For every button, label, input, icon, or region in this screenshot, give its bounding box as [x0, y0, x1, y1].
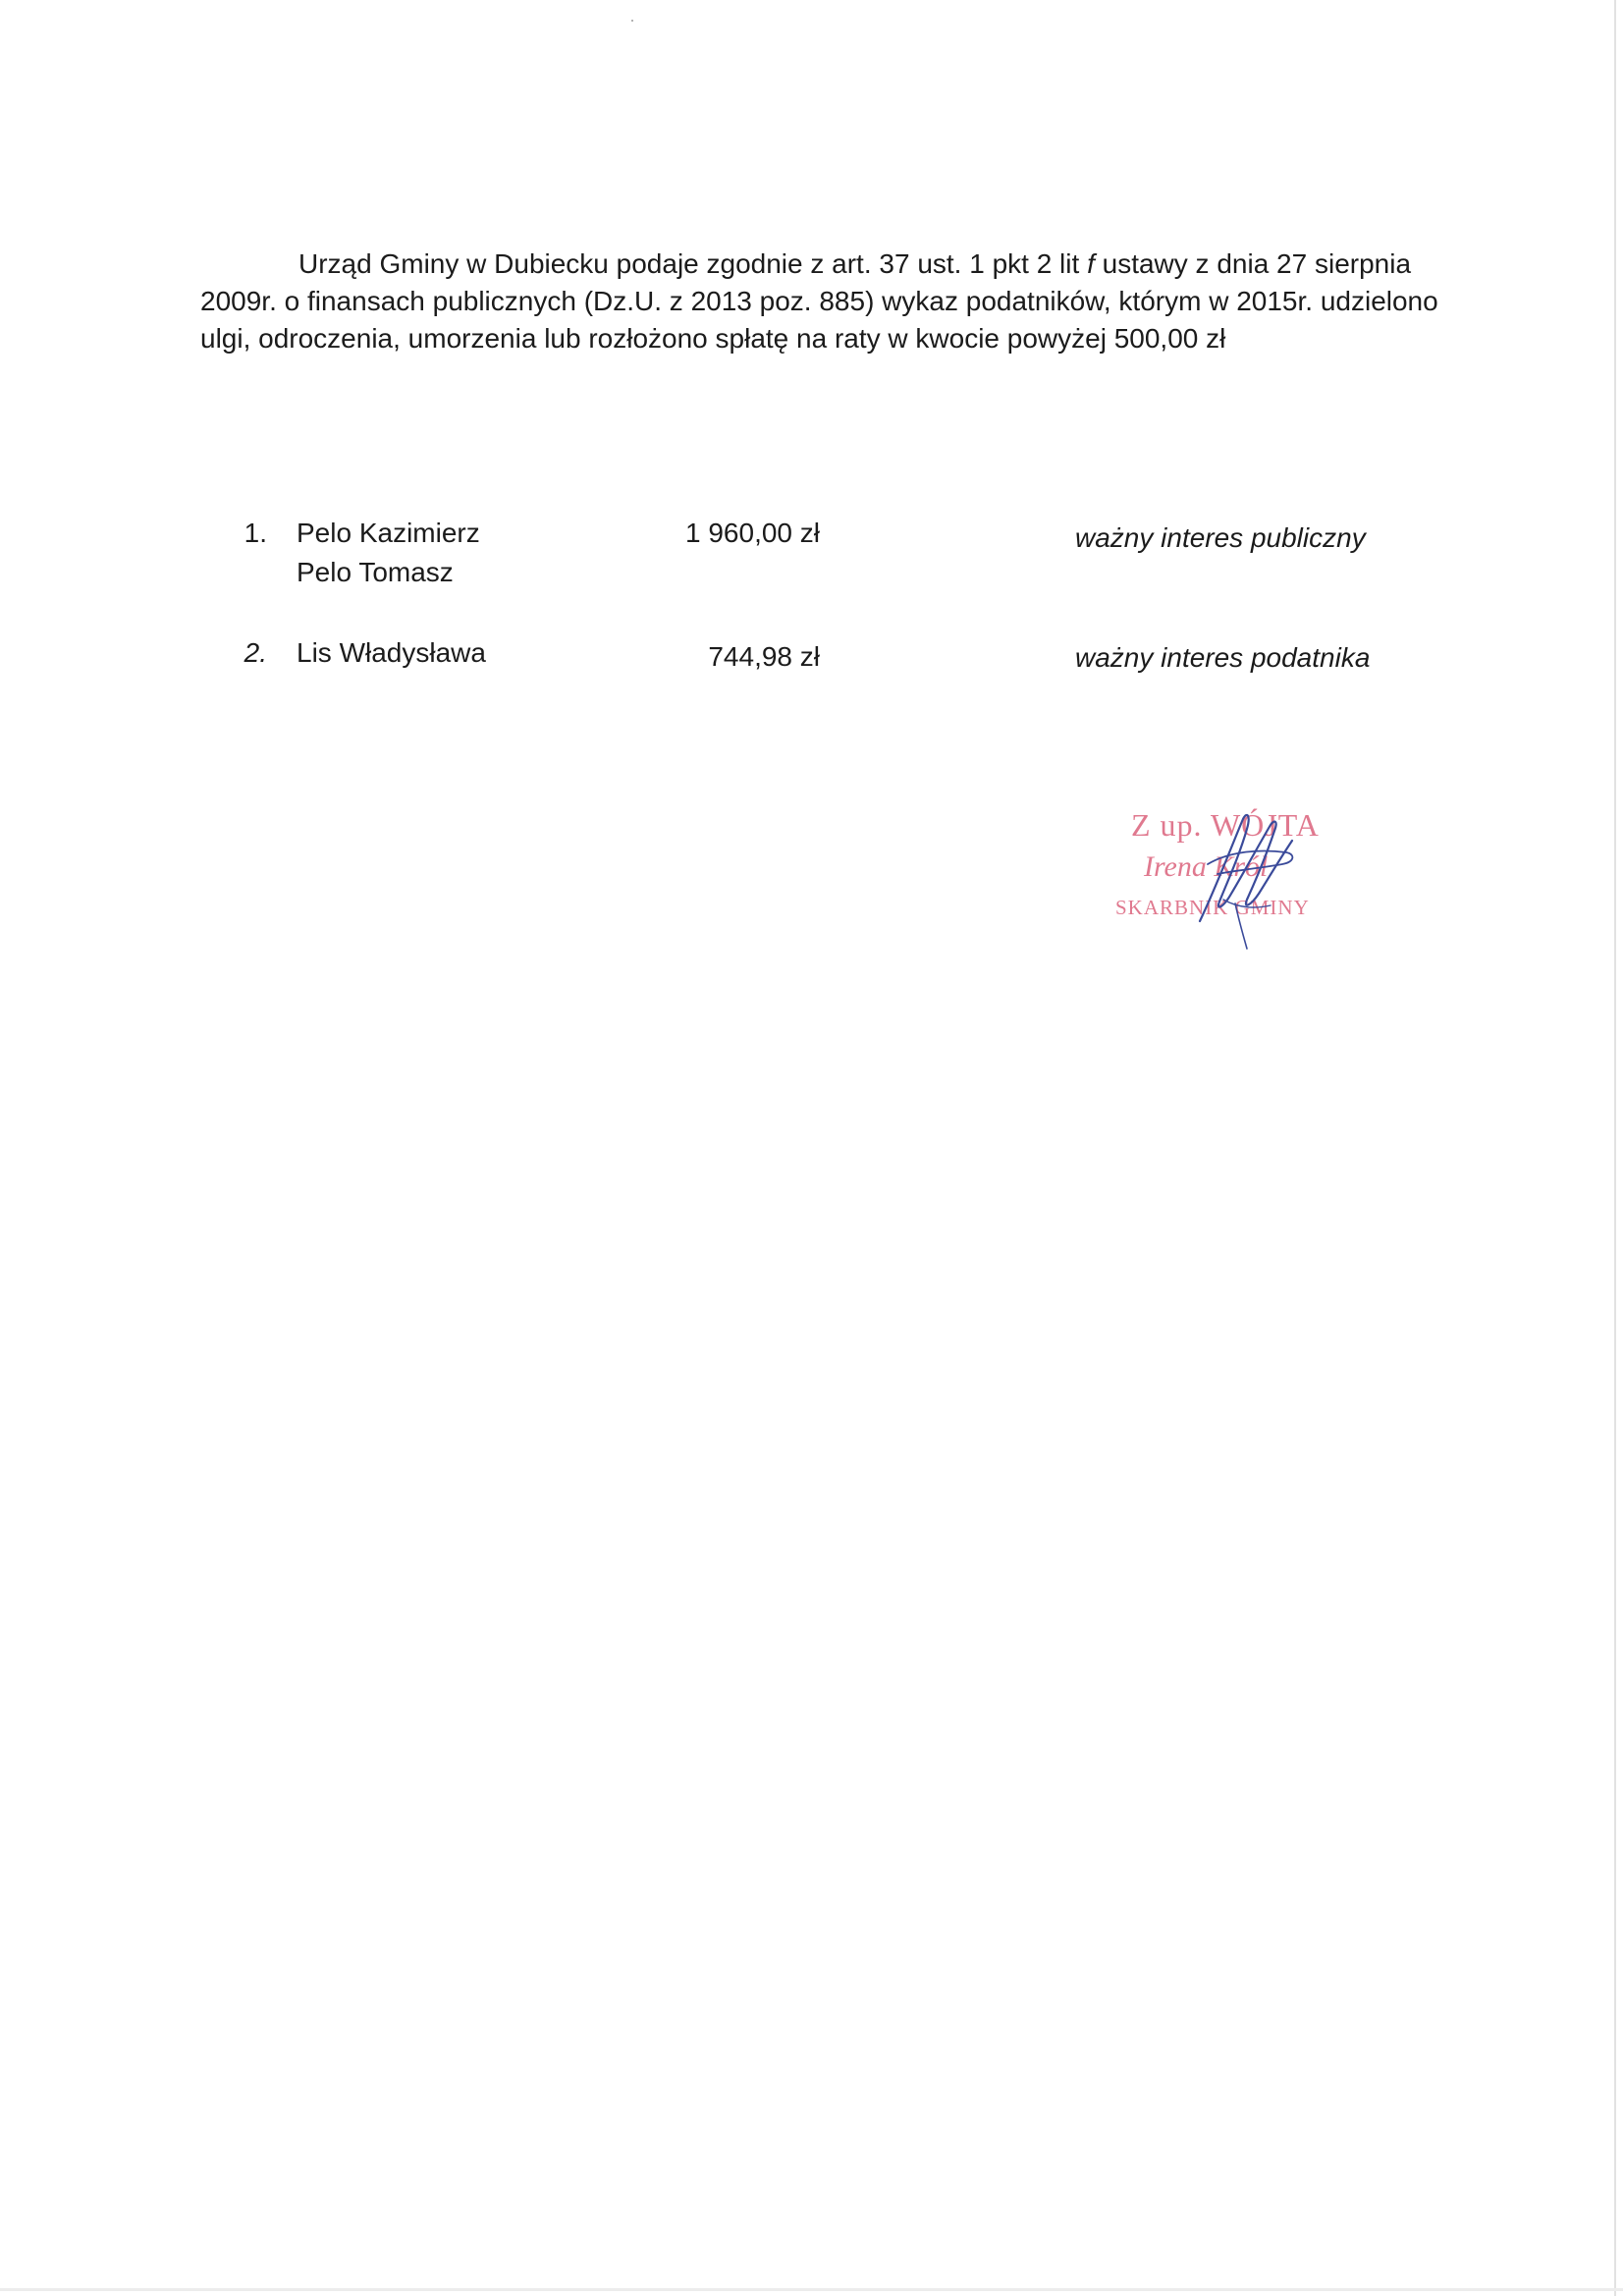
taxpayer-list: [0, 0, 1623, 786]
entry-2-number: 2.: [243, 637, 267, 668]
intro-line-1-before: Urząd Gminy w Dubiecku podaje zgodnie z art. 37 ust. 1 pkt 2 lit: [298, 248, 1088, 279]
entry-1-number: 1.: [243, 518, 267, 548]
intro-line-3: ulgi, odroczenia, umorzenia lub rozłożono spłatę na raty w kwocie powyżej 500,00 zł: [200, 323, 1226, 354]
scan-edge-bottom: [0, 2288, 1623, 2291]
signature-stroke-1: [1200, 815, 1292, 921]
scan-edge-right: [1614, 0, 1616, 2296]
stamp-position: SKARBNIK GMINY: [1115, 896, 1310, 919]
entry-1-name-2: Pelo Tomasz: [297, 557, 454, 587]
entry-2-name-1: Lis Władysława: [297, 637, 486, 668]
signature-stroke-3: [1235, 903, 1247, 949]
entry-1-amount: 1 960,00 zł: [685, 518, 820, 548]
entry-2-reason: ważny interes podatnika: [1075, 642, 1371, 673]
entry-2-amount: 744,98 zł: [708, 641, 820, 672]
intro-line-1-after: ustawy z dnia 27 sierpnia: [1094, 248, 1412, 279]
intro-line-2: 2009r. o finansach publicznych (Dz.U. z 2013 poz. 885) wykaz podatników, którym w 2015r. udzielono: [200, 286, 1438, 316]
handwritten-signature: [1178, 805, 1316, 953]
intro-lit-letter: f: [1087, 248, 1095, 279]
stamp-person-name: Irena Król: [1144, 850, 1269, 883]
entry-1-reason: ważny interes publiczny: [1075, 522, 1366, 553]
entry-1-name-1: Pelo Kazimierz: [297, 518, 480, 548]
stamp-authority: Z up. WÓJTA: [1131, 807, 1320, 843]
